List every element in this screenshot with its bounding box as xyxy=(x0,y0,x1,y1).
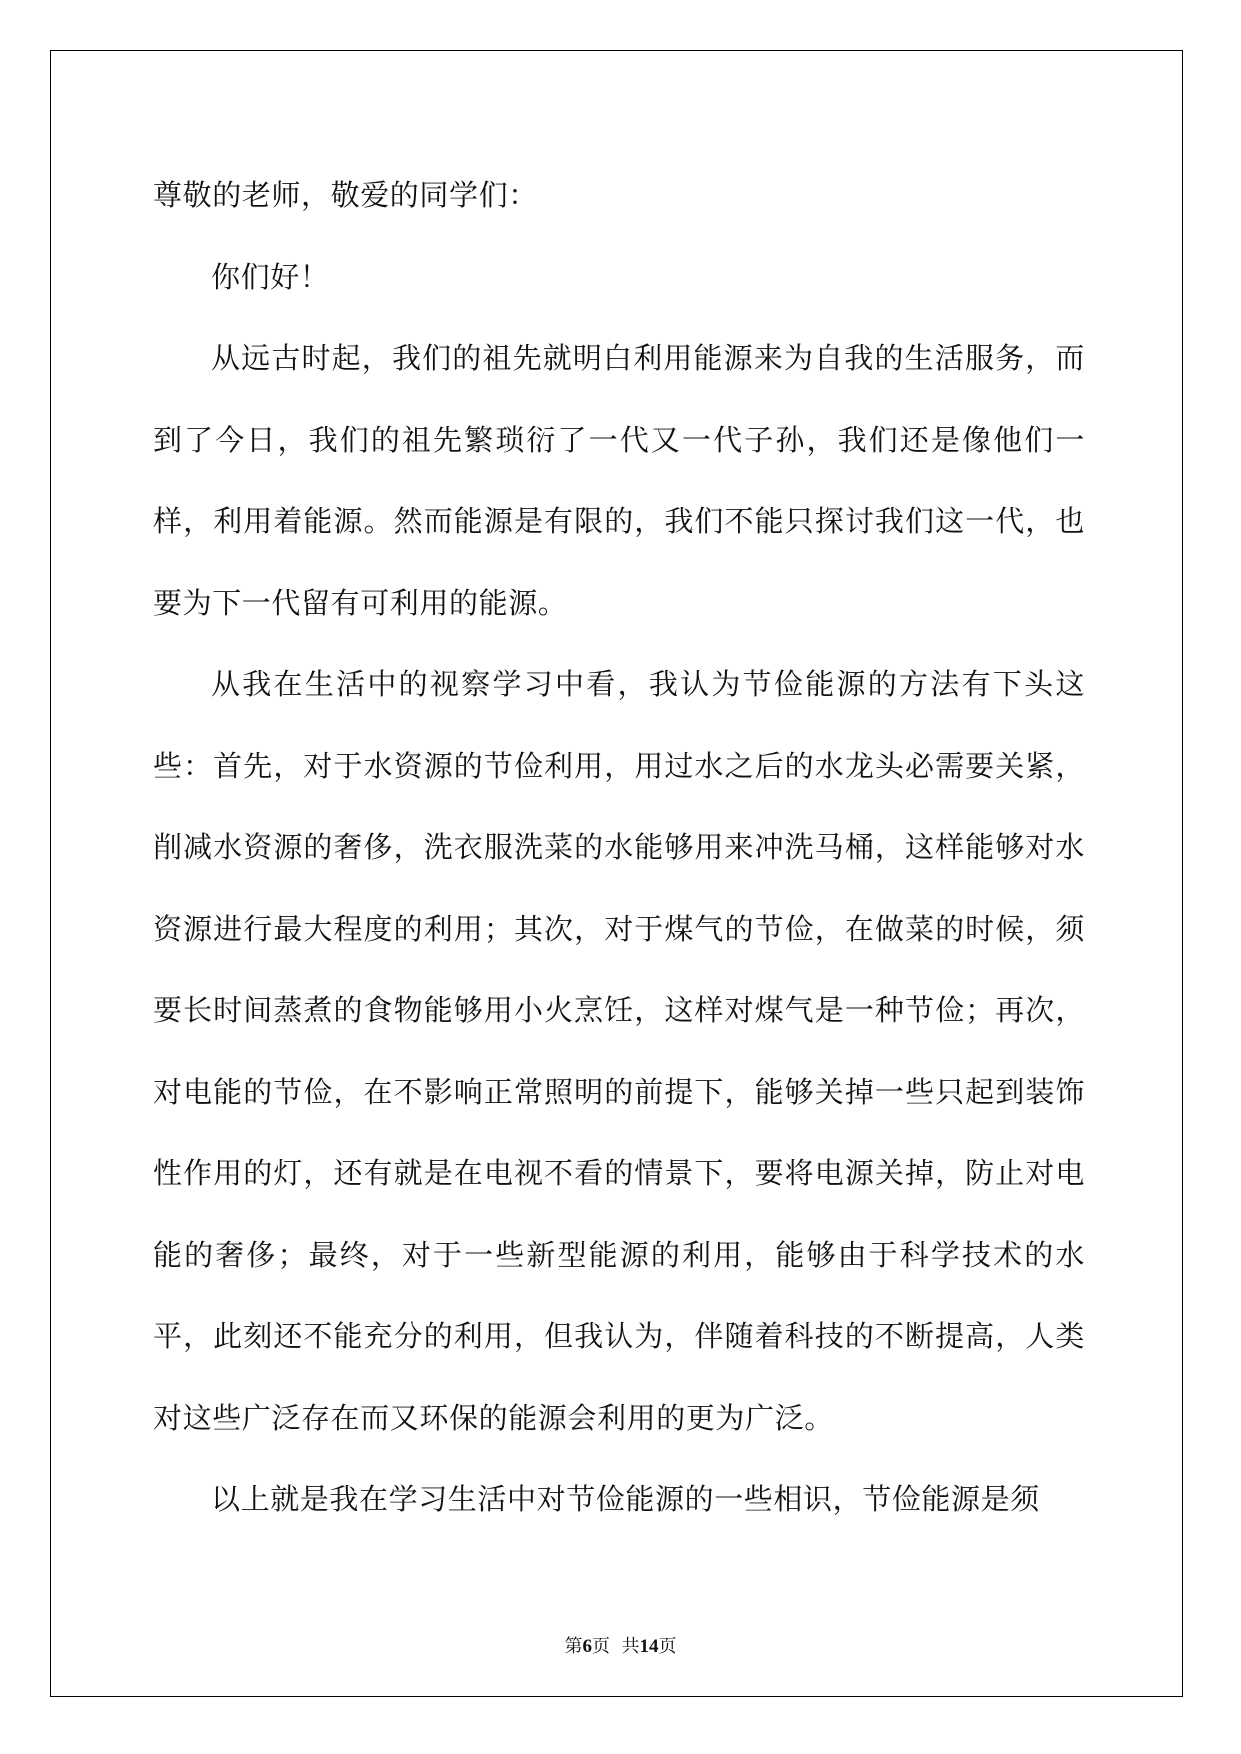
greeting: 你们好！ xyxy=(211,259,330,294)
footer-prefix: 第 xyxy=(564,1636,583,1657)
salutation: 尊敬的老师，敬爱的同学们： xyxy=(153,178,538,212)
paragraph-2: 从我在生活中的视察学习中看，我认为节俭能源的方法有下头这些：首先，对于水资源的节俭利用，用过水之后的水龙头必需要关紧，削减水资源的奢侈，洗衣服洗菜的水能够用来冲洗马桶，这样能够对水资源进行最大程度的利用；其次，对于煤气的节俭，在做菜的时候，须要长时间蒸煮的食物能够用小火烹饪，这样对煤气是一种节俭；再次，对电能的节俭，在不影响正常照明的前提下，能够关掉一些只起到装饰性作用的灯，还有就是在电视不看的情景下，要将电源关掉，防止对电能的奢侈；最终，对于一些新型能源的利用，能够由于科学技术的水平，此刻还不能充分的利用，但我认为，伴随着科技的不断提高，人类对这些广泛存在而又环保的能源会利用的更为广泛。 xyxy=(153,667,1085,1435)
paragraph-1: 从远古时起，我们的祖先就明白利用能源来为自我的生活服务，而到了今日，我们的祖先繁琐衍了一代又一代子孙，我们还是像他们一样，利用着能源。然而能源是有限的，我们不能只探讨我们这一代，也要为下一代留有可利用的能源。 xyxy=(153,341,1085,620)
footer-page-current: 6 xyxy=(582,1636,593,1657)
page-footer xyxy=(0,1632,1241,1658)
footer-suffix: 页 xyxy=(658,1636,677,1657)
footer-mid: 页 共 xyxy=(592,1636,640,1657)
footer-page-total: 14 xyxy=(639,1636,659,1657)
paragraph-3: 以上就是我在学习生活中对节俭能源的一些相识，节俭能源是须 xyxy=(211,1482,1040,1516)
document-body xyxy=(153,155,1085,1541)
